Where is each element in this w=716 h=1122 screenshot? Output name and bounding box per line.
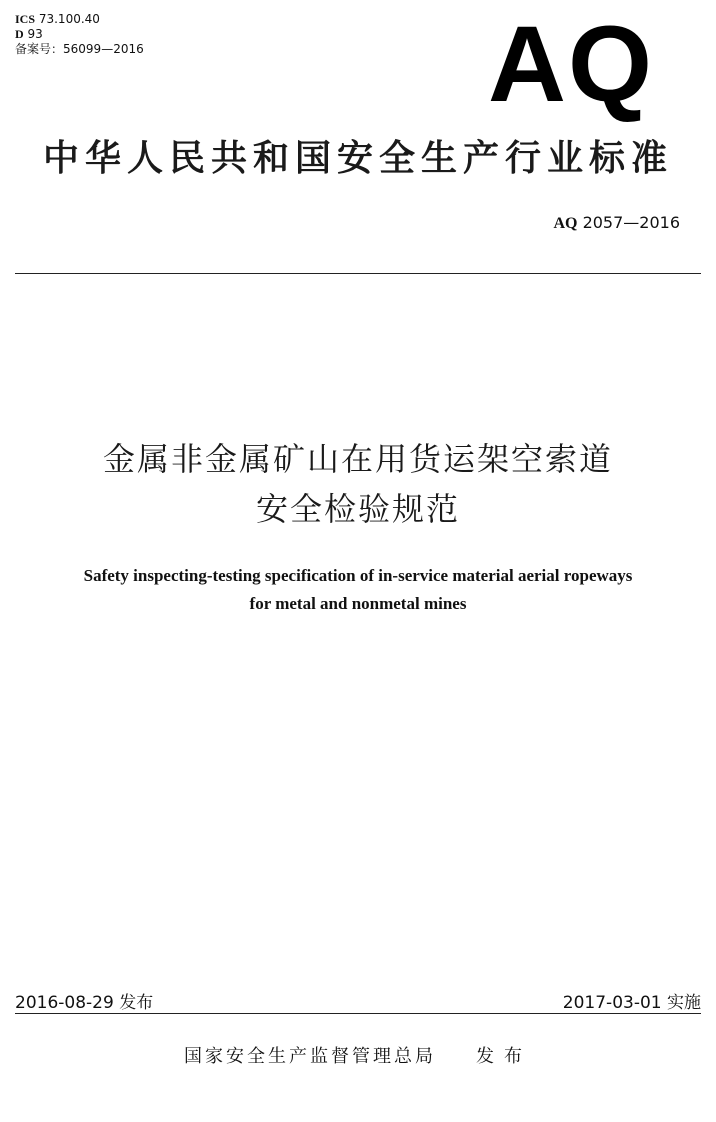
- ccs-code: 93: [27, 27, 43, 41]
- publisher-action: 发布: [476, 1046, 532, 1067]
- implement-date: 2017-03-01 实施: [562, 993, 701, 1013]
- ics-line: [15, 12, 144, 27]
- record-line: [15, 42, 144, 57]
- title-cn-line2: 安全检验规范: [255, 490, 460, 528]
- classification-block: [15, 12, 144, 57]
- standard-number-value: 2057—2016: [582, 213, 680, 232]
- standard-number: [553, 213, 680, 233]
- top-divider: [15, 273, 701, 274]
- issue-date: 2016-08-29 发布: [15, 993, 154, 1013]
- ics-label: ICS: [15, 12, 36, 26]
- title-cn-line1: 金属非金属矿山在用货运架空索道: [102, 440, 613, 478]
- standard-number-prefix: AQ: [553, 215, 578, 232]
- document-title-cn: [0, 434, 716, 534]
- title-en-line1: Safety inspecting-testing specification of in-service material aerial ropeways: [83, 566, 633, 585]
- record-number: 56099—2016: [63, 42, 144, 56]
- title-en-line2: for metal and nonmetal mines: [249, 594, 467, 613]
- ccs-line: [15, 27, 144, 42]
- document-title-en: [0, 562, 716, 618]
- standard-title: 中华人民共和国安全生产行业标准: [42, 138, 673, 179]
- ccs-label: D: [15, 27, 24, 41]
- publisher: [0, 1042, 716, 1068]
- bottom-divider: [15, 1013, 701, 1014]
- record-label: 备案号：: [15, 42, 64, 56]
- ics-code: 73.100.40: [38, 12, 100, 26]
- aq-logo: AQ: [488, 3, 654, 124]
- publisher-name: 国家安全生产监督管理总局: [184, 1046, 436, 1067]
